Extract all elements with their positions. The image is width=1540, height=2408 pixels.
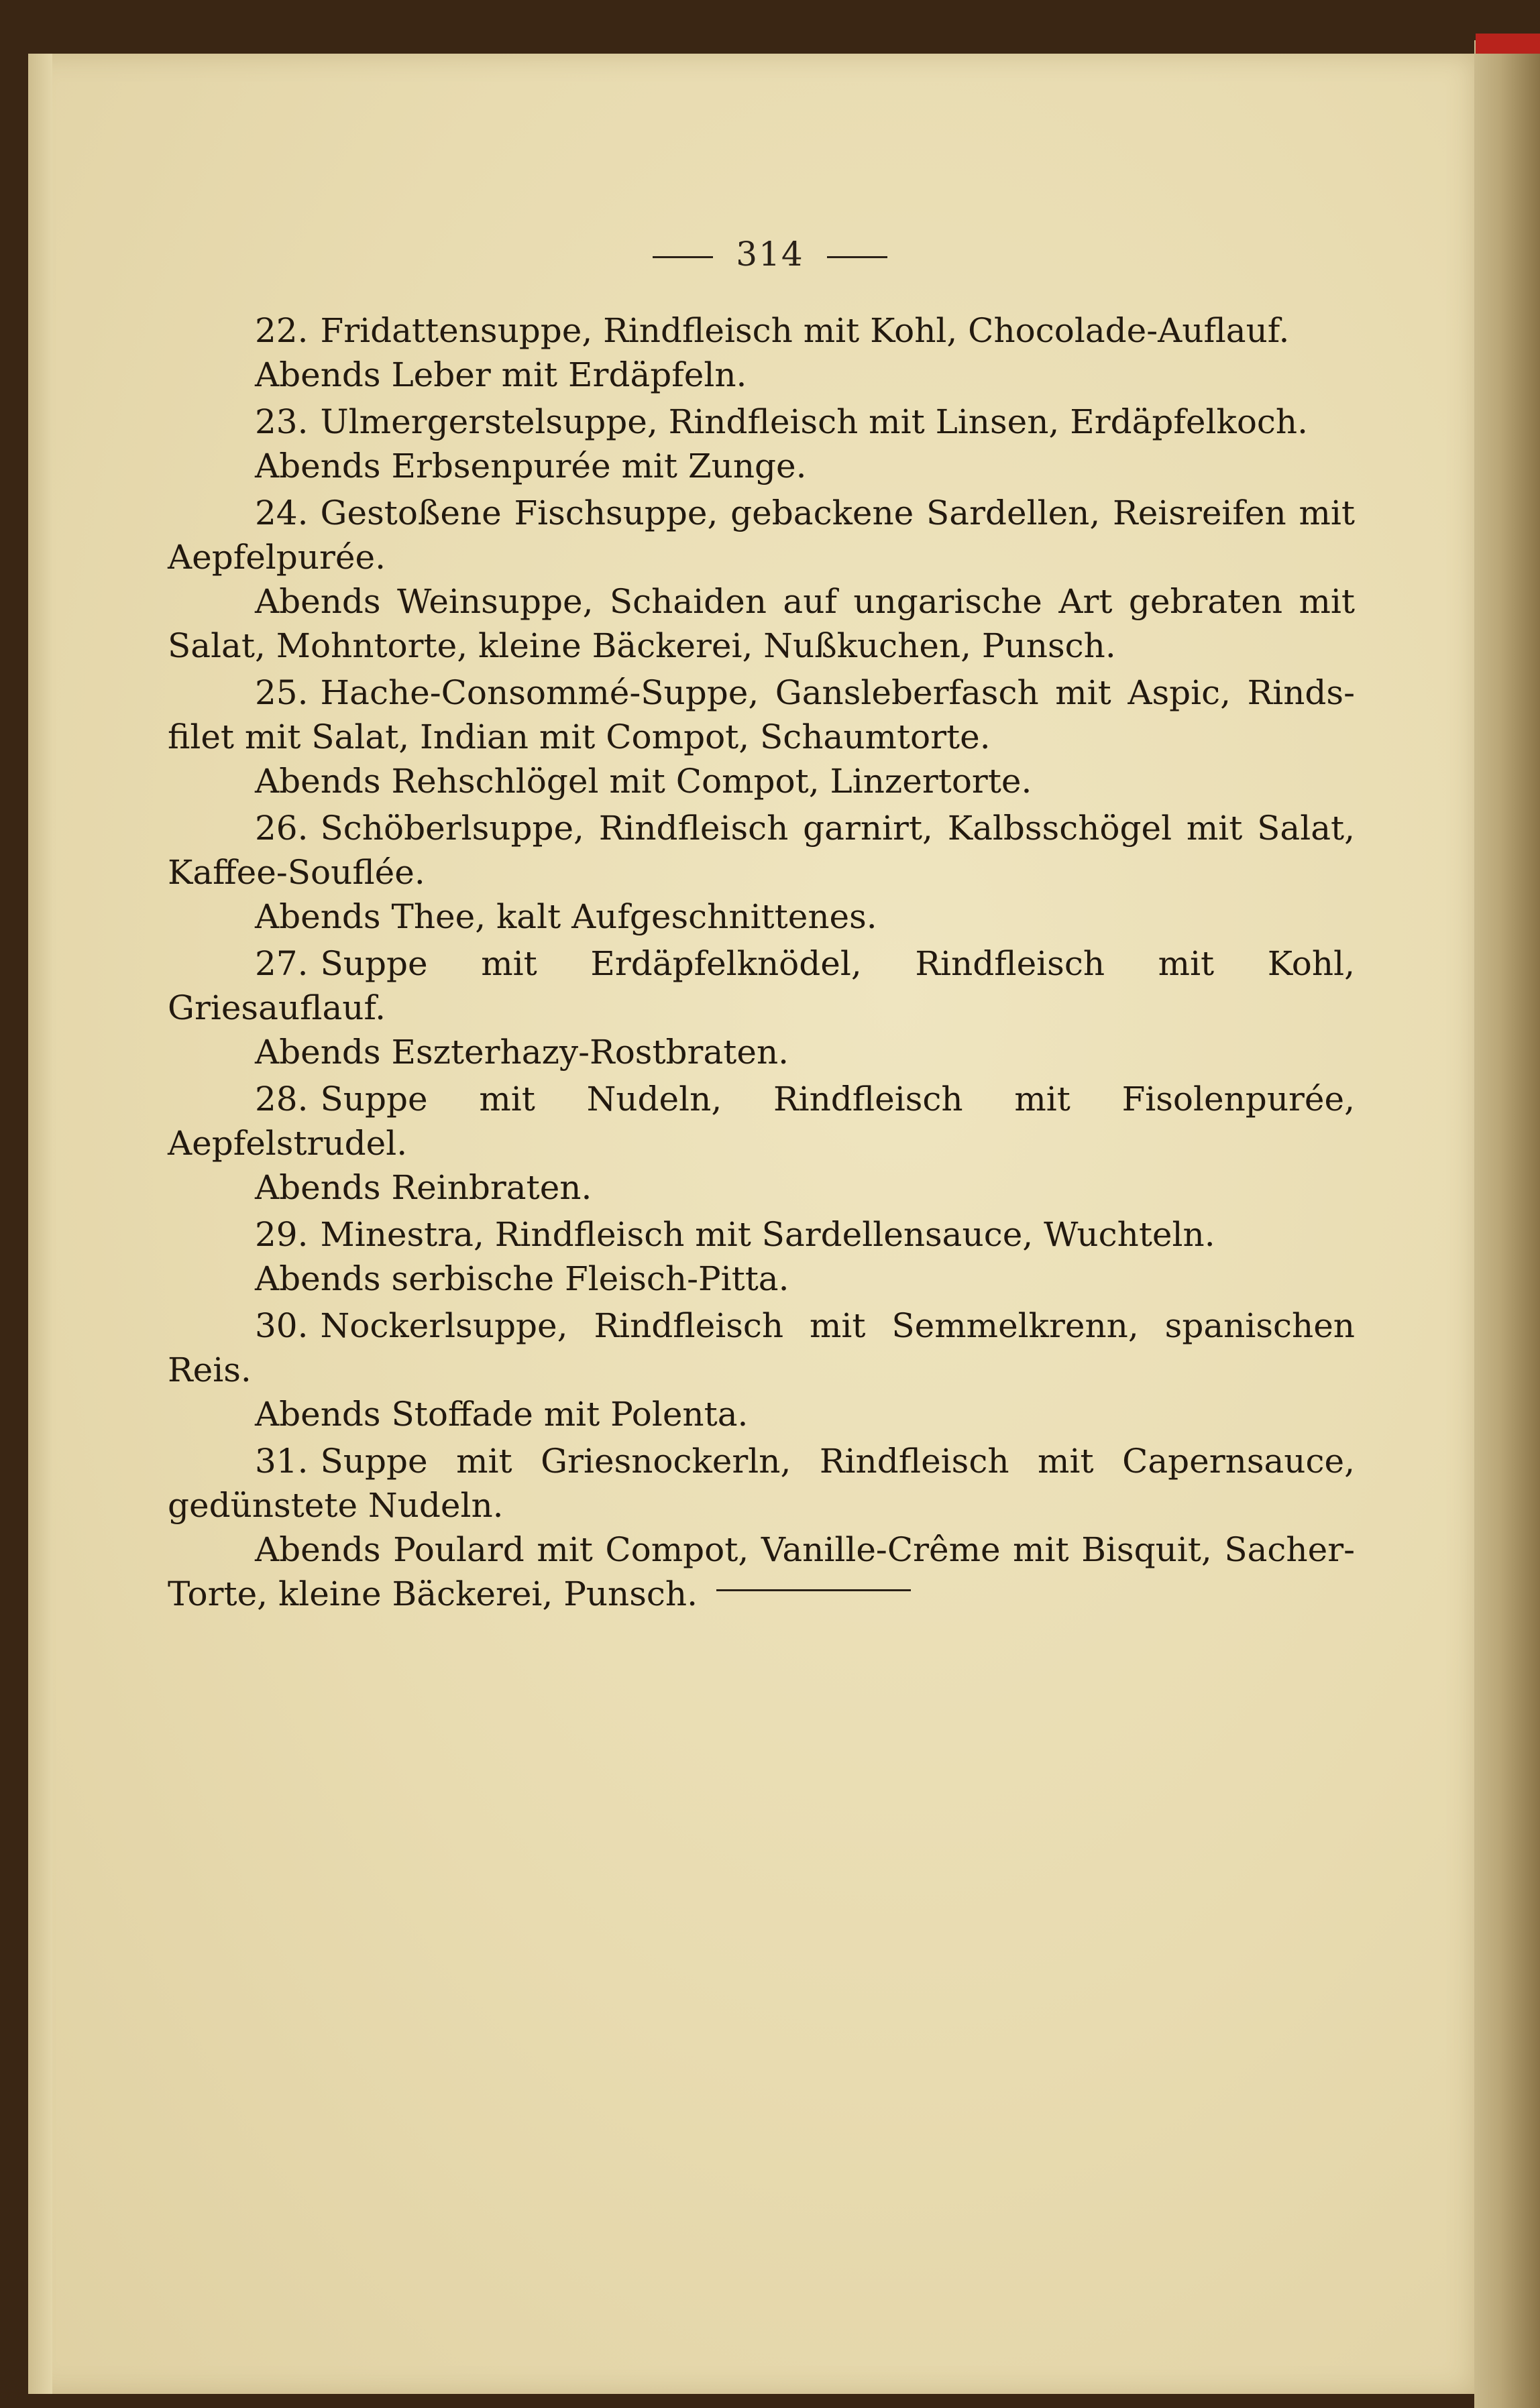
entry-evening: Abends Thee, kalt Aufgeschnittenes.: [255, 897, 877, 936]
entry-lunch-text: Nockerlsuppe, Rindfleisch mit Semmelkrenn, spanischen Reis.: [168, 1306, 1355, 1389]
page-number-value: 314: [736, 235, 804, 274]
menu-entry-24: [168, 491, 1355, 668]
entry-lunch-text: Minestra, Rindfleisch mit Sardellensauce, Wuchteln.: [320, 1215, 1215, 1254]
page-edge-right: [1474, 40, 1540, 2408]
entry-lunch-text: Suppe mit Griesnockerln, Rindfleisch mit Capernsauce, gedünstete Nudeln.: [168, 1442, 1355, 1525]
entry-number: 23.: [255, 402, 309, 441]
entry-evening: Abends Erbsenpurée mit Zunge.: [255, 447, 807, 485]
menu-entry-29: [255, 1212, 1355, 1301]
entry-number: 26.: [255, 809, 309, 848]
entry-evening: Abends Stoffade mit Polenta.: [255, 1395, 749, 1434]
entry-lunch-text: Ulmergerstelsuppe, Rindfleisch mit Linsen, Erdäpfelkoch.: [320, 402, 1309, 441]
entry-lunch: [168, 1439, 1355, 1528]
entry-lunch: [168, 308, 1355, 353]
entry-evening: Abends Weinsuppe, Schaiden auf ungarische Art gebraten mit Salat, Mohntorte, kleine Bäckerei, Nußkuchen, Punsch.: [168, 582, 1355, 665]
entry-lunch-text: Gestoßene Fischsuppe, gebackene Sardellen, Reisreifen mit Aepfelpurée.: [168, 494, 1355, 577]
entry-evening: Abends Leber mit Erdäpfeln.: [255, 355, 747, 394]
entry-lunch-text: Schöberlsuppe, Rindfleisch garnirt, Kalbsschögel mit Salat, Kaffee-Souflée.: [168, 809, 1355, 892]
menu-entry-28: [168, 1077, 1355, 1210]
corner-mark: [1476, 34, 1540, 54]
entry-number: 27.: [255, 944, 309, 983]
entry-number: 28.: [255, 1080, 309, 1119]
entry-lunch-text: Suppe mit Nudeln, Rindfleisch mit Fisolenpurée, Aepfelstrudel.: [168, 1080, 1355, 1163]
entry-lunch-text: Suppe mit Erdäpfelknödel, Rindfleisch mit Kohl, Griesauflauf.: [168, 944, 1355, 1027]
page-number-dash-left: [653, 256, 713, 258]
entry-lunch-text: Fridattensuppe, Rindfleisch mit Kohl, Chocolade-Auflauf.: [320, 311, 1290, 350]
entry-lunch: [168, 1212, 1355, 1257]
page-number-dash-right: [827, 256, 887, 258]
menu-list: [168, 308, 1355, 1619]
menu-entry-27: [168, 941, 1355, 1074]
entry-number: 30.: [255, 1306, 309, 1345]
entry-lunch: [168, 941, 1355, 1030]
entry-number: 29.: [255, 1215, 309, 1254]
entry-evening: Abends Rehschlögel mit Compot, Linzertorte.: [255, 762, 1032, 801]
entry-lunch: [168, 1304, 1355, 1392]
entry-evening: Abends Eszterhazy-Rostbraten.: [255, 1033, 789, 1072]
entry-number: 24.: [255, 494, 309, 532]
menu-entry-30: [168, 1304, 1355, 1436]
entry-number: 22.: [255, 311, 309, 350]
menu-entry-22: [255, 308, 1355, 397]
menu-entry-26: [168, 806, 1355, 939]
entry-lunch-text: Hache-Consommé-Suppe, Gansleberfasch mit Aspic, Rinds-filet mit Salat, Indian mit Compot, Schaumtorte.: [168, 673, 1355, 756]
page-number: [0, 235, 1540, 274]
entry-evening: Abends Poulard mit Compot, Vanille-Crême mit Bisquit, Sacher-Torte, kleine Bäckerei, Punsch.: [168, 1530, 1355, 1613]
entry-evening: Abends Reinbraten.: [255, 1168, 592, 1207]
end-rule: [716, 1589, 911, 1591]
entry-number: 31.: [255, 1442, 309, 1481]
entry-lunch: [168, 400, 1355, 444]
page-gutter: [28, 54, 52, 2394]
entry-lunch: [168, 1077, 1355, 1165]
entry-lunch: [168, 806, 1355, 895]
menu-entry-25: [168, 671, 1355, 803]
entry-lunch: [168, 491, 1355, 579]
menu-entry-23: [255, 400, 1355, 488]
entry-evening: Abends serbische Fleisch-Pitta.: [255, 1259, 789, 1298]
entry-number: 25.: [255, 673, 309, 712]
entry-lunch: [168, 671, 1355, 759]
